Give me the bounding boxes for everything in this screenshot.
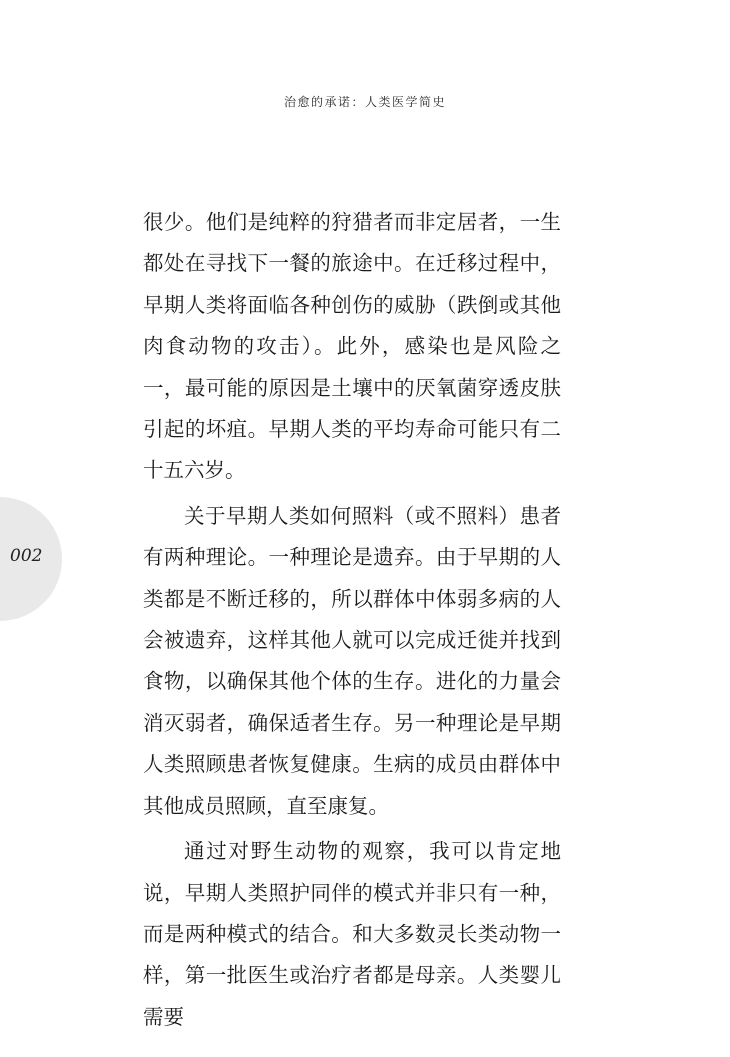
paragraph-2: 关于早期人类如何照料（或不照料）患者有两种理论。一种理论是遗弃。由于早期的人类都是不断迁移的，所以群体中体弱多病的人会被遗弃，这样其他人就可以完成迁徙并找到食物，以确保其他个体的生存。进化的力量会消灭弱者，确保适者生存。另一种理论是早期人类照顾患者恢复健康。生病的成员由群体中其他成员照顾，直至康复。 [143,503,561,818]
running-header: 治愈的承诺：人类医学简史 [283,95,446,109]
page-number: 002 [10,546,43,566]
paragraph-3: 通过对野生动物的观察，我可以肯定地说，早期人类照护同伴的模式并非只有一种，而是两种模式的结合。和大多数灵长类动物一样，第一批医生或治疗者都是母亲。人类婴儿需要 [143,839,561,1029]
paragraph-1: 很少。他们是纯粹的狩猎者而非定居者，一生都处在寻找下一餐的旅途中。在迁移过程中，早期人类将面临各种创伤的威胁（跌倒或其他肉食动物的攻击）。此外，感染也是风险之一，最可能的原因是土壤中的厌氧菌穿透皮肤引起的坏疽。早期人类的平均寿命可能只有二十五六岁。 [143,210,561,483]
body-text [143,202,561,1038]
